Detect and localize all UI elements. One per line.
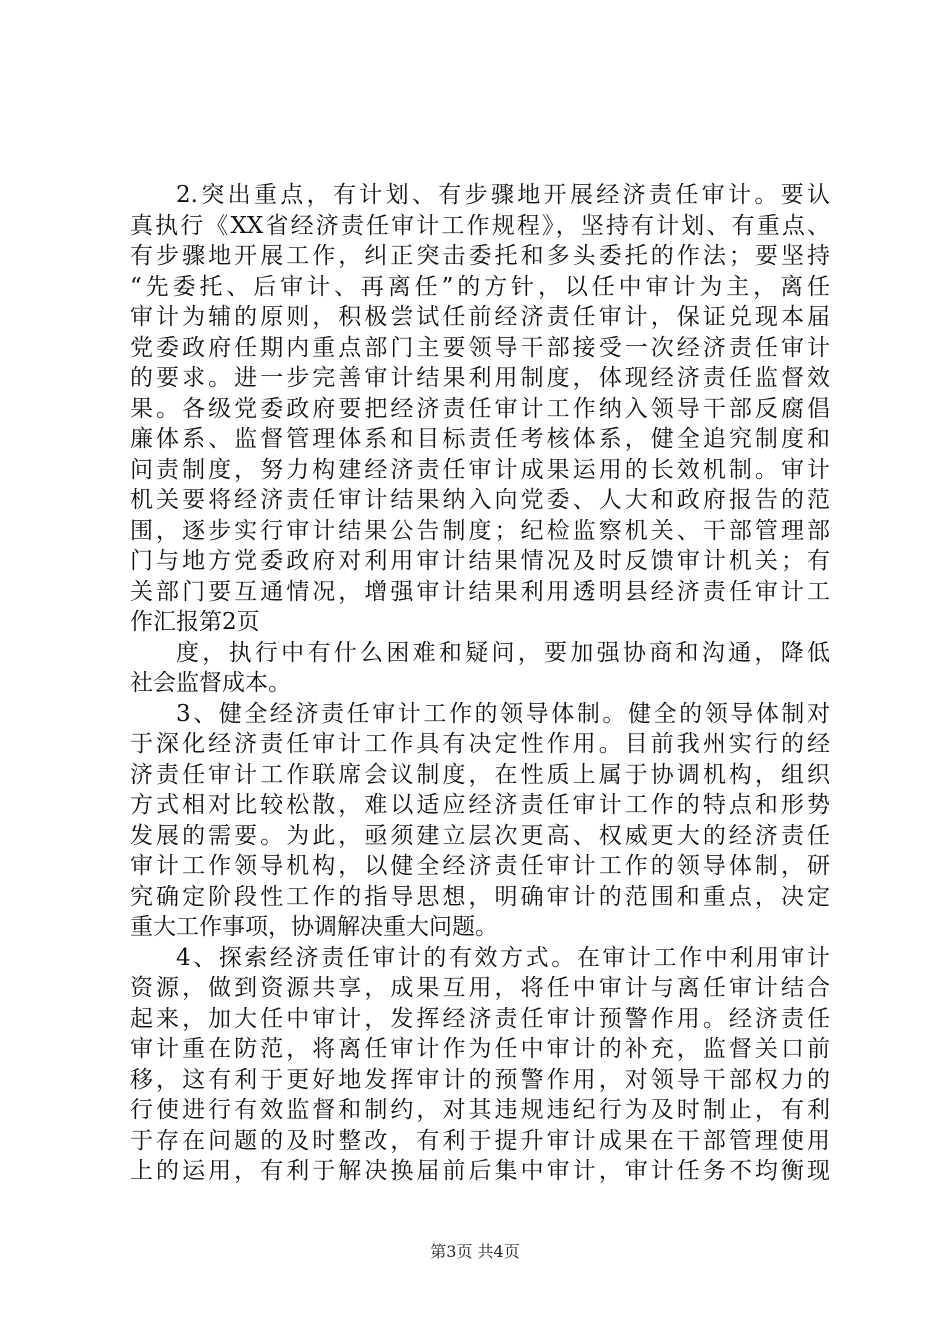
text-line: “先委托、后审计、再离任”的方针，以任中审计为主，离任 — [130, 273, 830, 300]
text-line: 问责制度，努力构建经济责任审计成果运用的长效机制。审计 — [130, 456, 830, 483]
text-line: 党委政府任期内重点部门主要领导干部接受一次经济责任审计 — [130, 334, 830, 361]
text-line: 上的运用，有利于解决换届前后集中审计，审计任务不均衡现 — [130, 1158, 830, 1184]
text-line: 3、健全经济责任审计工作的领导体制。健全的领导体制对 — [176, 700, 830, 727]
text-line: 究确定阶段性工作的指导思想，明确审计的范围和重点，决定 — [130, 883, 830, 910]
text-line: 4、探索经济责任审计的有效方式。在审计工作中利用审计 — [176, 944, 830, 971]
text-line: 2.突出重点，有计划、有步骤地开展经济责任审计。要认 — [176, 182, 830, 208]
text-line: 审计为辅的原则，积极尝试任前经济责任审计，保证兑现本届 — [130, 304, 830, 330]
text-line: 社会监督成本。 — [130, 670, 291, 696]
text-line: 重大工作事项，协调解决重大问题。 — [130, 914, 498, 940]
text-line: 有步骤地开展工作，纠正突击委托和多头委托的作法；要坚持 — [130, 243, 830, 269]
text-line: 机关要将经济责任审计结果纳入向党委、人大和政府报告的范 — [130, 487, 830, 513]
text-line: 门与地方党委政府对利用审计结果情况及时反馈审计机关；有 — [130, 548, 830, 574]
text-line: 行使进行有效监督和制约，对其违规违纪行为及时制止，有利 — [130, 1097, 830, 1123]
text-line: 发展的需要。为此，亟须建立层次更高、权威更大的经济责任 — [130, 822, 830, 849]
text-line: 果。各级党委政府要把经济责任审计工作纳入领导干部反腐倡 — [130, 395, 830, 422]
page-footer: 第3页 共4页 — [430, 1242, 520, 1261]
text-line: 方式相对比较松散，难以适应经济责任审计工作的特点和形势 — [130, 792, 830, 818]
text-line: 济责任审计工作联席会议制度，在性质上属于协调机构，组织 — [130, 761, 830, 788]
text-line: 围，逐步实行审计结果公告制度；纪检监察机关、干部管理部 — [130, 517, 830, 544]
text-line: 于存在问题的及时整改，有利于提升审计成果在干部管理使用 — [130, 1127, 830, 1154]
text-line: 真执行《XX省经济责任审计工作规程》，坚持有计划、有重点、 — [130, 212, 830, 239]
text-line: 度，执行中有什么困难和疑问，要加强协商和沟通，降低 — [176, 639, 830, 666]
document-body — [130, 180, 830, 1187]
text-line: 审计工作领导机构，以健全经济责任审计工作的领导体制，研 — [130, 853, 830, 879]
text-line: 审计重在防范，将离任审计作为任中审计的补充，监督关口前 — [130, 1036, 830, 1062]
text-line: 于深化经济责任审计工作具有决定性作用。目前我州实行的经 — [130, 731, 830, 757]
text-line: 关部门要互通情况，增强审计结果利用透明县经济责任审计工 — [130, 578, 830, 605]
text-line: 移，这有利于更好地发挥审计的预警作用，对领导干部权力的 — [130, 1066, 830, 1093]
text-line: 廉体系、监督管理体系和目标责任考核体系，健全追究制度和 — [130, 426, 830, 452]
text-line: 作汇报第2页 — [130, 609, 260, 635]
text-line: 起来，加大任中审计，发挥经济责任审计预警作用。经济责任 — [130, 1005, 830, 1032]
text-line: 的要求。进一步完善审计结果利用制度，体现经济责任监督效 — [130, 365, 830, 391]
text-line: 资源，做到资源共享，成果互用，将任中审计与离任审计结合 — [130, 975, 830, 1001]
